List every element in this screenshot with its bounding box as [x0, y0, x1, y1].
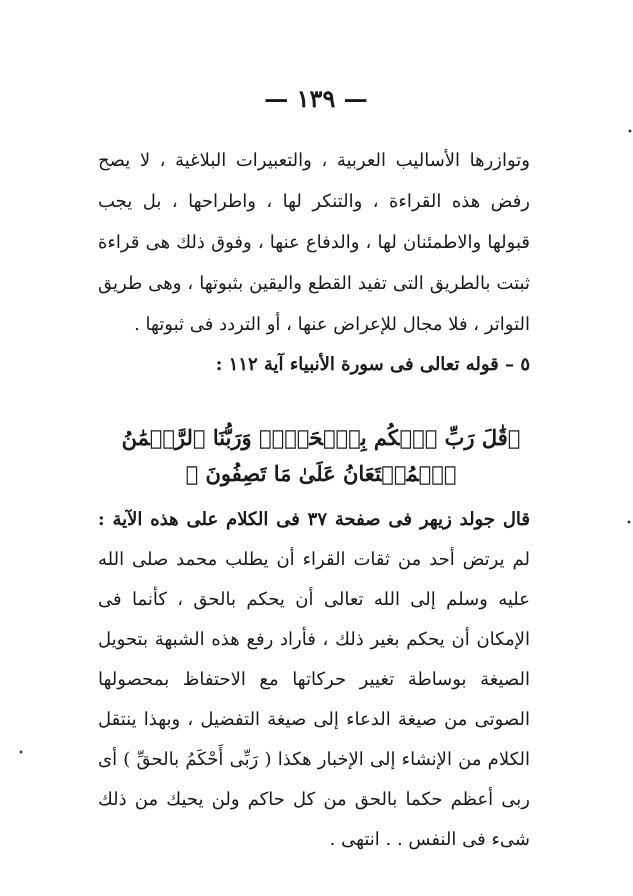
- paragraph-2: [98, 500, 530, 860]
- scan-mark: •: [627, 127, 633, 138]
- item-5-heading: ٥ – قوله تعالى فى سورة الأنبياء آية ١١٢ :: [215, 354, 530, 375]
- scan-mark: •: [626, 518, 632, 529]
- paragraph-2-body: لم يرتض أحد من ثقات القراء أن يطلب محمد صلى الله عليه وسلم إلى الله تعالى أن يحكم بالحق ، كأنما فى الإمكان أن يحكم بغير ذلك ، فأراد رفع هذه الشبهة بتحويل الصيغة بوساطة تغيير حركاتها مع الاحتفاظ بمحصولها الصوتى من صيغة الدعاء إلى صيغة التفضيل ، وبهذا ينتقل الكلام من الإنشاء إلى الإخبار هكذا ( رَبِّى أَحْكَمُ بالحقِّ ) أى ربى أعظم حكما بالحق من كل حاكم ولن يحيك من ذلك شىء فى النفس . . انتهى .: [98, 549, 530, 850]
- scan-mark: •: [18, 748, 24, 759]
- page-number: — ١٣٩ —: [264, 84, 368, 113]
- quran-verse: ﴿قَٰلَ رَبِّ ٱحۡكُم بِٱلۡحَقِّۗ وَرَبُّنَا ٱلرَّحۡمَٰنُ ٱلۡمُسۡتَعَانُ عَلَىٰ مَا تَصِفُونَ ﴾: [121, 425, 521, 486]
- paragraph-2-lead: قال جولد زيهر فى صفحة ٣٧ فى الكلام على هذه الآية :: [98, 509, 530, 530]
- paragraph-1: وتوازرها الأساليب العربية ، والتعبيرات البلاغية ، لا يصح رفض هذه القراءة ، والتنكر لها ، واطراحها ، بل يجب قبولها والاطمئنان لها ، والدفاع عنها ، وفوق ذلك هى قراءة ثبتت بالطريق التى تفيد القطع واليقين بثبوتها ، وهى طريق التواتر ، فلا مجال للإعراض عنها ، أو التردد فى ثبوتها .: [98, 150, 530, 335]
